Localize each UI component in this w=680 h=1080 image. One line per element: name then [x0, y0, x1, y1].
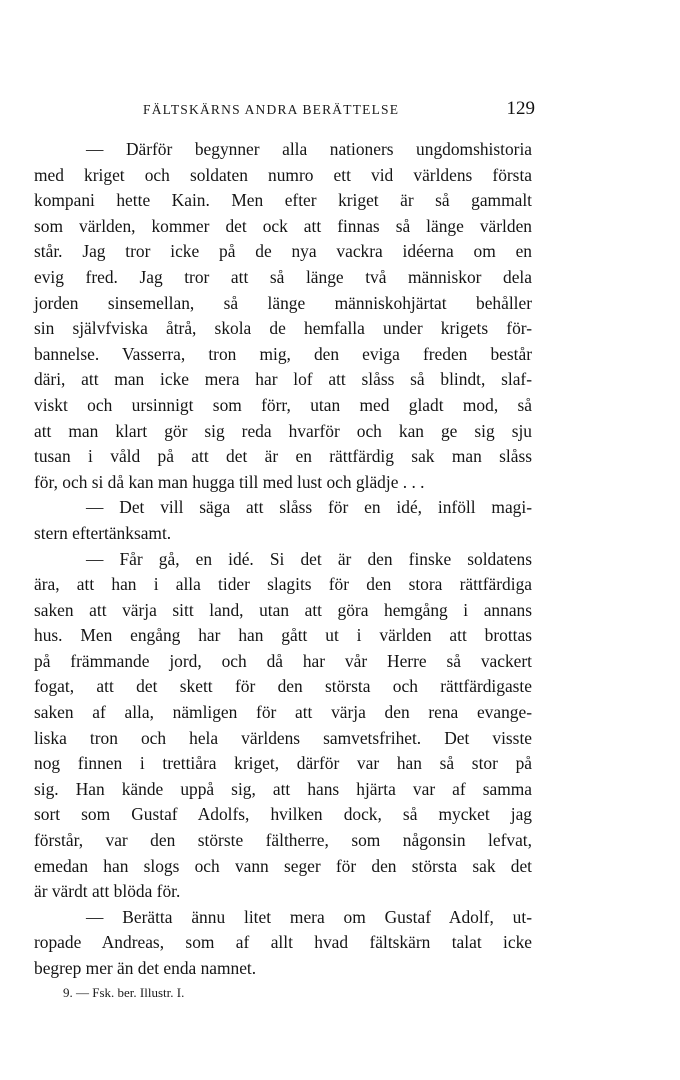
- text-line: begrep mer än det enda namnet.: [34, 958, 257, 978]
- text-line: nog finnen i trettiåra kriget, därför var han så stor på: [34, 753, 532, 774]
- text-line: sig. Han kände uppå sig, att hans hjärta var af samma: [34, 778, 532, 799]
- text-line: sin självfviska åtrå, skola de hemfalla under krigets för-: [34, 318, 532, 339]
- text-line: saken att värja sitt land, utan att göra hemgång i annans: [34, 599, 532, 620]
- text-line: att man klart gör sig reda hvarför och kan ge sig sju: [34, 420, 532, 441]
- text-line: för, och si då kan man hugga till med lust och glädje . . .: [34, 471, 425, 492]
- text-line: stern eftertänksamt.: [34, 522, 172, 543]
- text-line: däri, att man icke mera har lof att slåss så blindt, slaf-: [34, 369, 532, 390]
- body-text: [34, 137, 532, 982]
- text-line: evig fred. Jag tror att så länge två människor dela: [34, 266, 532, 287]
- text-line: med kriget och soldaten numro ett vid världens första: [34, 164, 532, 185]
- running-head: [143, 98, 535, 120]
- text-line: hus. Men engång har han gått ut i världen att brottas: [34, 625, 532, 646]
- text-line: liska tron och hela världens samvetsfrihet. Det visste: [34, 727, 532, 748]
- text-line: fogat, att det skett för den största och rättfärdigaste: [34, 676, 532, 697]
- text-line: — Får gå, en idé. Si det är den finske soldatens: [86, 548, 532, 569]
- text-line: förstår, var den störste fältherre, som någonsin lefvat,: [34, 830, 532, 851]
- text-line: bannelse. Vasserra, tron mig, den eviga freden består: [34, 343, 532, 364]
- text-line: är värdt att blöda för.: [34, 881, 181, 902]
- running-title: FÄLTSKÄRNS ANDRA BERÄTTELSE: [143, 102, 400, 117]
- printer-signature: 9. — Fsk. ber. Illustr. I.: [63, 985, 185, 1000]
- text-line: saken af alla, nämligen för att värja den rena evange-: [34, 702, 532, 723]
- text-line: ära, att han i alla tider slagits för den stora rättfärdiga: [34, 574, 532, 595]
- text-line: kompani hette Kain. Men efter kriget är så gammalt: [34, 190, 532, 211]
- text-line: jorden sinsemellan, så länge människohjärtat behåller: [34, 292, 532, 313]
- text-line: som världen, kommer det ock att finnas så länge världen: [34, 215, 532, 236]
- text-line: på främmande jord, och då har vår Herre så vackert: [34, 650, 532, 671]
- text-line: — Berätta ännu litet mera om Gustaf Adolf, ut-: [86, 906, 532, 927]
- text-line: sort som Gustaf Adolfs, hvilken dock, så mycket jag: [34, 804, 532, 825]
- text-line: ropade Andreas, som af allt hvad fältskärn talat icke: [34, 932, 532, 953]
- text-line: står. Jag tror icke på de nya vackra idéerna om en: [34, 241, 532, 262]
- text-line: emedan han slogs och vann seger för den största sak det: [34, 855, 532, 876]
- text-line: — Därför begynner alla nationers ungdomshistoria: [86, 139, 532, 159]
- text-line: tusan i våld på att det är en rättfärdig sak man slåss: [34, 446, 532, 467]
- text-line: — Det vill säga att slåss för en idé, inföll magi-: [86, 497, 532, 518]
- text-line: viskt och ursinnigt som förr, utan med gladt mod, så: [34, 394, 532, 415]
- page-number: 129: [506, 98, 535, 119]
